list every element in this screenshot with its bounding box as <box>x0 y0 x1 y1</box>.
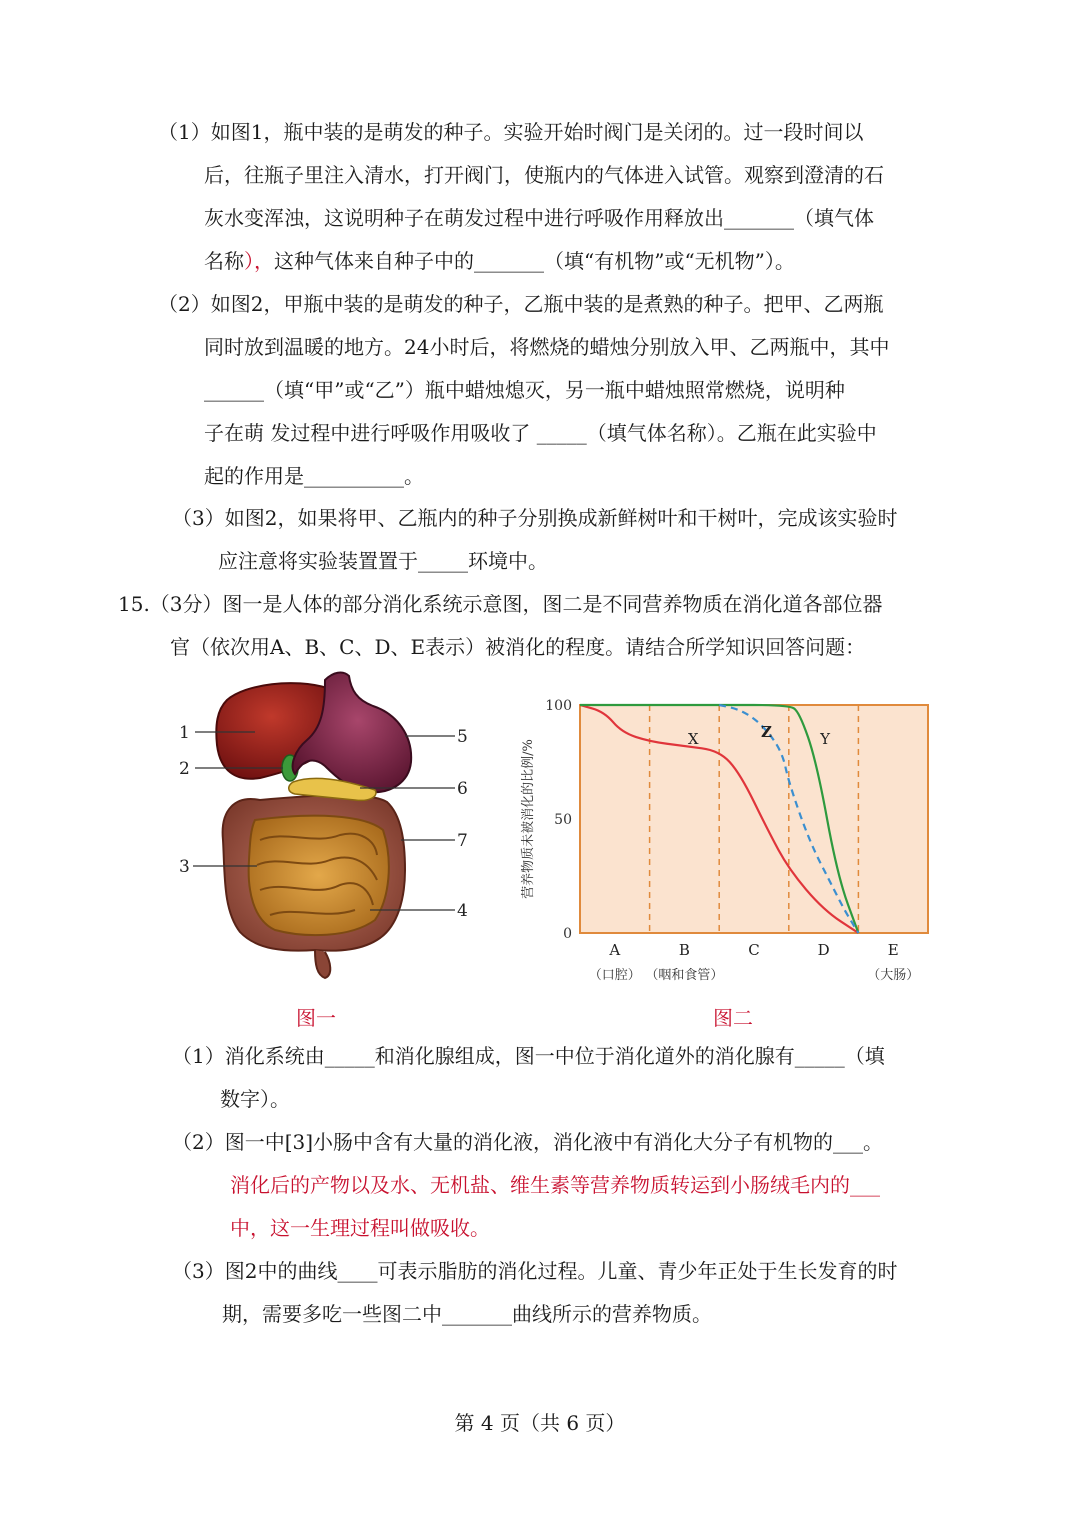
q15-intro-line1: 15.（3分）图一是人体的部分消化系统示意图，图二是不同营养物质在消化道各部位器 <box>118 592 883 616</box>
page-footer: 第 4 页（共 6 页） <box>454 1411 626 1435</box>
x-category-note: （大肠） <box>867 968 920 983</box>
q15-p3-line2: 期，需要多吃一些图二中_______曲线所示的营养物质。 <box>222 1302 712 1326</box>
x-category-label: C <box>748 941 760 959</box>
figure1-caption: 图一 <box>296 1006 336 1030</box>
q15-p2-line2: 消化后的产物以及水、无机盐、维生素等营养物质转运到小肠绒毛内的___ <box>230 1173 880 1197</box>
q15-intro-line2: 官（依次用A、B、C、D、E表示）被消化的程度。请结合所学知识回答问题： <box>170 635 866 659</box>
fig1-label-5: 5 <box>457 727 468 747</box>
x-category-label: E <box>887 941 899 959</box>
figure2-caption: 图二 <box>713 1006 753 1030</box>
q14-p2-line1: （2）如图2，甲瓶中装的是萌发的种子，乙瓶中装的是煮熟的种子。把甲、乙两瓶 <box>158 292 884 316</box>
q14-p1-line4-c: 这种气体来自种子中的_______（填“有机物”或“无机物”）。 <box>274 249 795 273</box>
x-category-note: （口腔） <box>588 968 641 983</box>
fig1-label-1: 1 <box>179 723 190 743</box>
fig1-label-4: 4 <box>457 901 468 921</box>
q14-p1-line3: 灰水变浑浊，这说明种子在萌发过程中进行呼吸作用释放出_______（填气体 <box>204 206 874 230</box>
fig1-label-2: 2 <box>179 759 190 779</box>
series-label-z: Z <box>760 722 772 741</box>
x-category-label: B <box>678 941 690 959</box>
q15-p2-line1: （2）图一中[3]小肠中含有大量的消化液，消化液中有消化大分子有机物的___。 <box>172 1130 884 1154</box>
chart-ylabel: 营养物质未被消化的比例/% <box>521 739 536 899</box>
q15-p2-line3: 中，这一生理过程叫做吸收。 <box>230 1216 490 1240</box>
q15-p1-line2: 数字）。 <box>220 1087 290 1111</box>
fig1-label-7: 7 <box>457 831 468 851</box>
q14-p1-line1: （1）如图1，瓶中装的是萌发的种子。实验开始时阀门是关闭的。过一段时间以 <box>158 120 864 144</box>
q14-p2-line5: 起的作用是__________。 <box>204 464 424 488</box>
fig1-label-3: 3 <box>179 857 190 877</box>
series-label-y: Y <box>820 729 831 748</box>
q14-p1-line4 <box>204 248 795 274</box>
q14-p1-line4-a: 名称 <box>204 249 244 273</box>
q14-p3-line1: （3）如图2，如果将甲、乙瓶内的种子分别换成新鲜树叶和干树叶，完成该实验时 <box>172 506 898 530</box>
q14-p2-line2: 同时放到温暖的地方。24小时后，将燃烧的蜡烛分别放入甲、乙两瓶中，其中 <box>204 335 890 359</box>
q15-p3-line1: （3）图2中的曲线____可表示脂肪的消化过程。儿童、青少年正处于生长发育的时 <box>172 1259 898 1283</box>
x-category-label: A <box>609 941 621 959</box>
q14-p1-line4-red: ）， <box>244 249 274 273</box>
figure1-digestive-system <box>165 670 495 985</box>
x-category-label: D <box>817 941 830 959</box>
small-intestine <box>249 816 389 935</box>
q15-p1-line1: （1）消化系统由_____和消化腺组成，图一中位于消化道外的消化腺有_____（填 <box>172 1044 885 1068</box>
q14-p2-line4: 子在萌 发过程中进行呼吸作用吸收了 _____（填气体名称）。乙瓶在此实验中 <box>204 421 877 445</box>
y-tick-label: 100 <box>545 698 572 714</box>
chart-plot-area <box>580 705 928 933</box>
figure2-digestion-chart <box>510 690 950 990</box>
q14-p3-line2: 应注意将实验装置置于_____环境中。 <box>218 549 548 573</box>
q14-p2-line3: ______（填“甲”或“乙”）瓶中蜡烛熄灭，另一瓶中蜡烛照常燃烧，说明种 <box>204 378 845 402</box>
y-tick-label: 50 <box>554 812 572 828</box>
fig1-label-6: 6 <box>457 779 468 799</box>
series-label-x: X <box>687 729 699 748</box>
q14-p1-line2: 后，往瓶子里注入清水，打开阀门，使瓶内的气体进入试管。观察到澄清的石 <box>204 163 884 187</box>
y-tick-label: 0 <box>563 926 572 942</box>
x-category-note: （咽和食管） <box>645 968 724 983</box>
